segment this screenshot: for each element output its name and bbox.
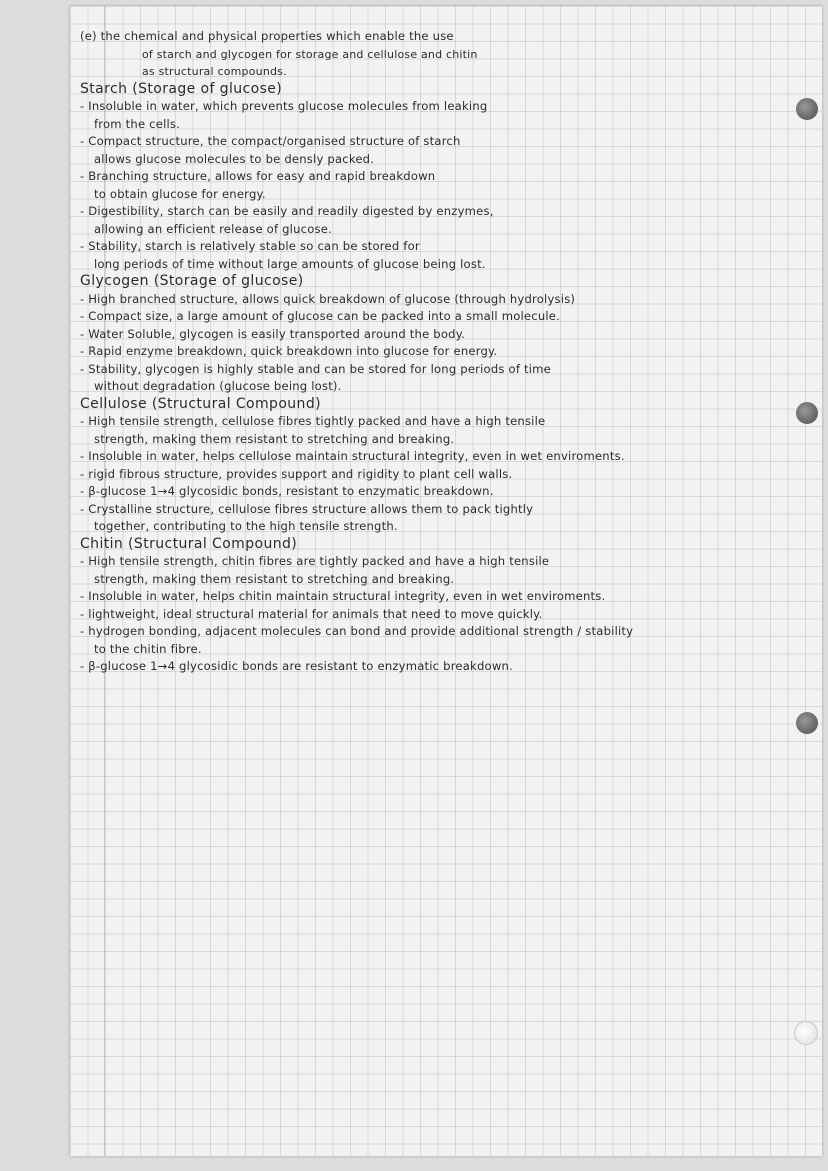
note-line: - Water Soluble, glycogen is easily transported around the body.	[80, 326, 465, 341]
handwritten-notes	[80, 28, 804, 676]
note-line: - Rapid enzyme breakdown, quick breakdown into glucose for energy.	[80, 344, 498, 358]
section-block	[80, 396, 804, 536]
section-heading: Glycogen (Storage of glucose)	[80, 273, 304, 289]
note-line: - lightweight, ideal structural material for animals that need to move quickly.	[80, 606, 543, 621]
note-line: - Branching structure, allows for easy and rapid breakdown	[80, 169, 436, 183]
section-block	[80, 81, 804, 274]
note-line: - Insoluble in water, which prevents glucose molecules from leaking	[80, 99, 488, 113]
note-line: together, contributing to the high tensile strength.	[94, 519, 398, 533]
note-line: from the cells.	[94, 116, 181, 131]
note-line: to obtain glucose for energy.	[94, 186, 266, 201]
note-line: - Stability, glycogen is highly stable and can be stored for long periods of time	[80, 361, 551, 376]
note-line: - High branched structure, allows quick breakdown of glucose (through hydrolysis)	[80, 291, 576, 306]
punch-hole	[796, 712, 818, 734]
question-block	[80, 28, 804, 81]
note-line: - hydrogen bonding, adjacent molecules can bond and provide additional strength / stability	[80, 624, 634, 638]
note-line: strength, making them resistant to stretching and breaking.	[94, 431, 455, 446]
note-line: - Digestibility, starch can be easily and readily digested by enzymes,	[80, 204, 494, 218]
note-line: - Compact size, a large amount of glucose can be packed into a small molecule.	[80, 309, 561, 323]
section-block	[80, 536, 804, 676]
note-line: allowing an efficient release of glucose.	[94, 221, 332, 236]
note-line: - Crystalline structure, cellulose fibres structure allows them to pack tightly	[80, 501, 534, 516]
note-line: - Insoluble in water, helps cellulose maintain structural integrity, even in wet enviroments.	[80, 449, 625, 463]
note-line: - Stability, starch is relatively stable so can be stored for	[80, 239, 420, 253]
question-line: of starch and glycogen for storage and cellulose and chitin	[142, 47, 478, 61]
section-heading: Starch (Storage of glucose)	[80, 80, 283, 97]
note-line: - Insoluble in water, helps chitin maintain structural integrity, even in wet enviroments.	[80, 589, 606, 603]
note-line: - β-glucose 1→4 glycosidic bonds are resistant to enzymatic breakdown.	[80, 659, 513, 673]
note-line: long periods of time without large amounts of glucose being lost.	[94, 256, 486, 271]
section-block	[80, 273, 804, 396]
note-line: - rigid fibrous structure, provides support and rigidity to plant cell walls.	[80, 466, 513, 481]
question-line: as structural compounds.	[142, 65, 287, 78]
note-line: - High tensile strength, cellulose fibres tightly packed and have a high tensile	[80, 414, 546, 428]
note-line: allows glucose molecules to be densly packed.	[94, 151, 375, 166]
note-line: without degradation (glucose being lost).	[94, 379, 342, 393]
notes-sections	[80, 81, 804, 676]
note-line: - β-glucose 1→4 glycosidic bonds, resistant to enzymatic breakdown.	[80, 484, 494, 498]
note-line: - High tensile strength, chitin fibres are tightly packed and have a high tensile	[80, 554, 550, 568]
question-line: (e) the chemical and physical properties which enable the use	[80, 29, 454, 43]
section-heading: Cellulose (Structural Compound)	[80, 395, 321, 412]
section-heading: Chitin (Structural Compound)	[80, 535, 298, 552]
note-line: strength, making them resistant to stretching and breaking.	[94, 571, 455, 586]
note-line: - Compact structure, the compact/organised structure of starch	[80, 134, 461, 148]
punch-hole	[794, 1021, 818, 1045]
note-line: to the chitin fibre.	[94, 641, 202, 656]
